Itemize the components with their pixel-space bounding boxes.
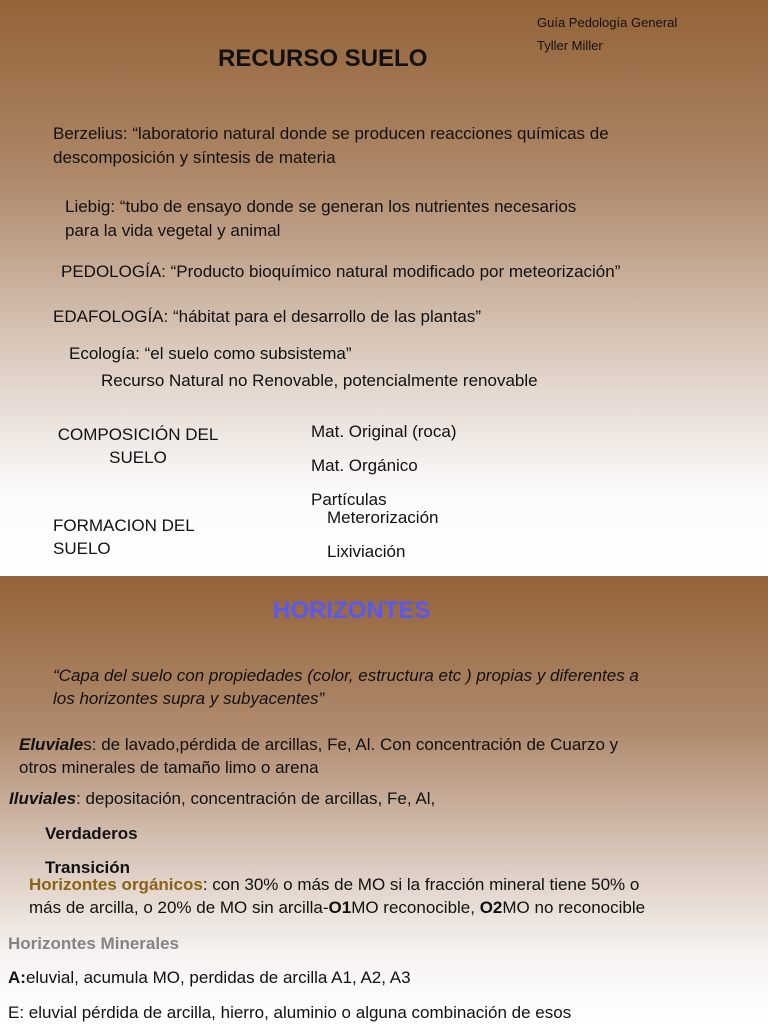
comp-item-particulas: Partículas: [311, 490, 387, 509]
form-item-meteorizacion: Meterorización: [327, 508, 439, 527]
horizonte-e-line: E: eluvial pérdida de arcilla, hierro, aluminio o alguna combinación de esos: [8, 1003, 572, 1022]
horizontes-minerales-heading: Horizontes Minerales: [8, 934, 179, 953]
berzelius-line2: descomposición y síntesis de materia: [53, 148, 336, 167]
composicion-label-line1: COMPOSICIÓN DEL: [57, 425, 219, 444]
horizonte-a-description: eluvial, acumula MO, perdidas de arcilla A1, A2, A3: [25, 968, 411, 987]
transicion-label: Transición: [45, 858, 131, 877]
comp-item-original: Mat. Original (roca): [311, 422, 457, 441]
horizonte-a-term: A:: [8, 968, 26, 987]
eluviales-description: s: de lavado,pérdida de arcillas, Fe, Al. Con concentración de Cuarzo y: [83, 735, 619, 754]
organicos-line2-b: MO reconocible,: [351, 898, 480, 917]
organicos-description: : con 30% o más de MO si la fracción mineral tiene 50% o: [202, 875, 640, 894]
formacion-label: [53, 514, 195, 560]
header-course: Guía Pedología General: [537, 15, 678, 30]
berzelius-line1: Berzelius: “laboratorio natural donde se producen reacciones químicas de: [53, 124, 609, 143]
o2-label: O2: [479, 898, 503, 917]
eluviales-line2: otros minerales de tamaño limo o arena: [19, 758, 319, 777]
o1-label: O1: [328, 898, 352, 917]
slide1-title: RECURSO SUELO: [218, 45, 428, 72]
quote-line1: “Capa del suelo con propiedades (color, estructura etc ) propias y diferentes a: [53, 666, 639, 685]
horizonte-a-line: [8, 966, 411, 989]
recurso-natural: Recurso Natural no Renovable, potencialmente renovable: [101, 371, 538, 390]
iluviales-description: : depositación, concentración de arcillas, Fe, Al,: [76, 789, 436, 808]
pedologia-definition: PEDOLOGÍA: “Producto bioquímico natural modificado por meteorización”: [61, 262, 621, 281]
formacion-label-line2: SUELO: [53, 539, 111, 558]
formacion-label-line1: FORMACION DEL: [53, 516, 195, 535]
iluviales-line: [9, 787, 435, 810]
verdaderos-label: Verdaderos: [45, 824, 138, 843]
ecologia-definition: Ecología: “el suelo como subsistema”: [69, 344, 352, 363]
header-author: Tyller Miller: [537, 38, 603, 53]
edafologia-definition: EDAFOLOGÍA: “hábitat para el desarrollo de las plantas”: [53, 307, 482, 326]
composicion-label-line2: SUELO: [109, 448, 167, 467]
iluviales-term: Iluviales: [9, 789, 77, 808]
organicos-line2-c: MO no reconocible: [502, 898, 646, 917]
comp-item-organico: Mat. Orgánico: [311, 456, 418, 475]
eluviales-line1: [19, 733, 618, 756]
organicos-term: Horizontes orgánicos: [29, 875, 203, 894]
slide2-title: HORIZONTES: [273, 597, 431, 624]
liebig-line2: para la vida vegetal y animal: [65, 221, 281, 240]
organicos-line2-a: más de arcilla, o 20% de MO sin arcilla-: [29, 898, 329, 917]
form-item-lixiviacion: Lixiviación: [327, 542, 406, 561]
slide-horizontes: [0, 576, 768, 1024]
eluviales-term: Eluviale: [19, 735, 84, 754]
quote-line2: los horizontes supra y subyacentes”: [53, 689, 325, 708]
organicos-line1: [29, 873, 639, 896]
organicos-line2: [29, 896, 645, 919]
composicion-label: [38, 423, 238, 469]
liebig-line1: Liebig: “tubo de ensayo donde se generan los nutrientes necesarios: [65, 197, 577, 216]
